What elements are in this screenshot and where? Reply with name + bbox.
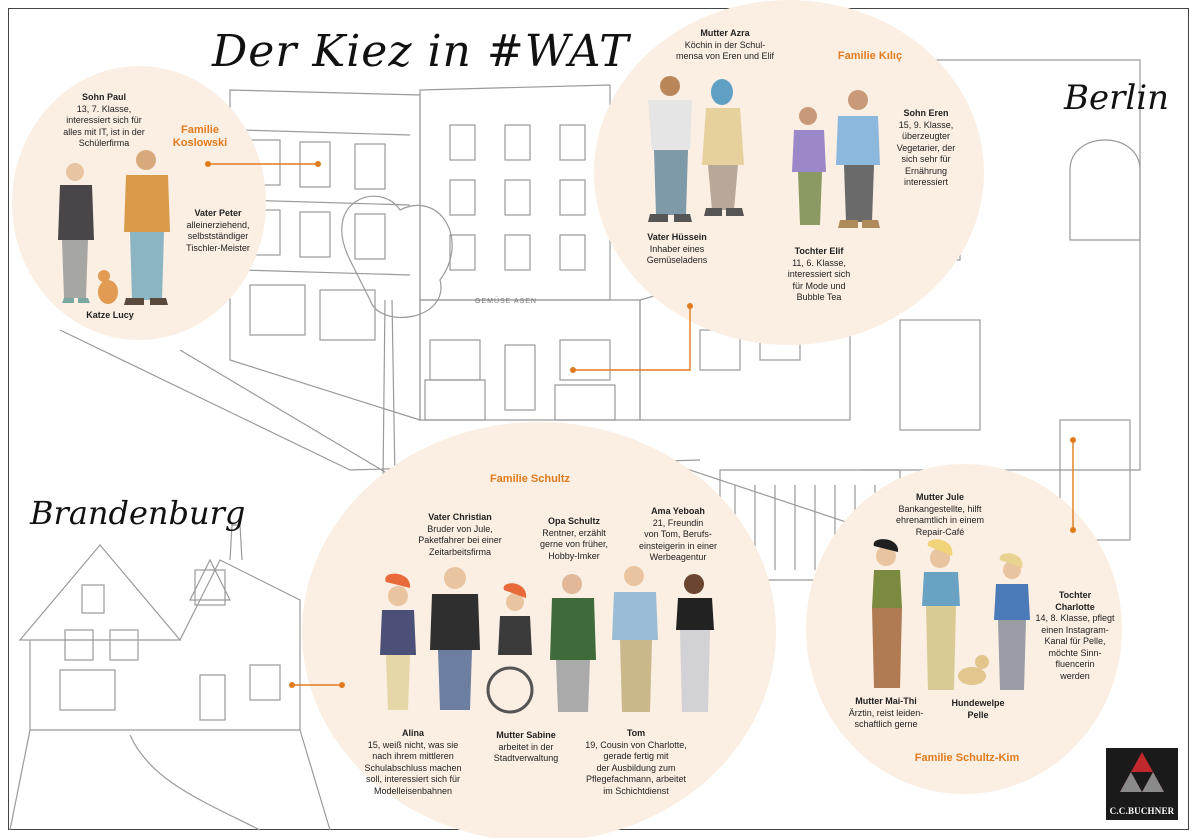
figure-sabine [488,583,532,712]
publisher-logo [1106,748,1178,820]
figure-jule [922,539,960,690]
logo-text: C.C.BUCHNER [1109,806,1175,816]
poster-title: Der Kiez in #WAT [212,26,630,77]
figure-huessein [648,76,692,222]
family-kilic-name: Familie Kılıç [837,50,903,62]
member-peter: Vater Peter alleinerziehend, selbstständiger Tischler-Meister [186,208,250,253]
member-christian: Vater Christian Bruder von Jule, Paketfahrer bei einer Zeitarbeitsfirma [418,512,502,557]
logo-triangles-icon [1106,748,1178,806]
member-lucy: Katze Lucy [86,310,134,320]
shop-sign: GEMÜSE ASEN [475,298,537,305]
figure-cat-lucy [98,270,118,304]
member-huessein: Vater Hüssein Inhaber eines Gemüseladens [646,232,708,265]
member-sabine: Mutter Sabine arbeitet in der Stadtverwaltung [493,730,559,763]
figure-dog-pelle [958,655,989,685]
family-schultz-name: Familie Schultz [489,473,571,485]
figure-ama [676,574,714,712]
figure-elif [792,107,826,225]
member-alina: Alina 15, weiß nicht, was sie nach ihrem mittleren Schulabschluss machen soll, interessiert sich für Modelleisenbahnen [364,728,462,796]
member-elif: Tochter Elif 11, 6. Klasse, interessiert sich für Mode und Bubble Tea [787,246,851,302]
member-azra: Mutter Azra Köchin in der Schul- mensa von Eren und Elif [675,28,775,61]
figure-paul [58,163,94,303]
figure-peter [124,150,170,305]
figure-tom [612,566,658,712]
member-charlotte: Tochter Charlotte 14, 8. Klasse, pflegt einen Instagram- Kanal für Pelle, möchte Sinn- fluencerin werden [1035,590,1115,681]
figure-eren [836,90,880,228]
member-eren: Sohn Eren 15, 9. Klasse, überzeugter Vegetarier, der sich sehr für Ernährung interessiert [896,108,956,187]
member-pelle: Hundewelpe Pelle [951,698,1005,720]
figure-azra [702,79,744,216]
member-tom: Tom 19, Cousin von Charlotte, gerade fertig mit der Ausbildung zum Pflegefachmann, arbeitet im Schichtdienst [585,728,687,796]
figure-alina [380,574,416,710]
figure-opa-schultz [550,574,596,712]
family-koslowski-name: Familie Koslowski [172,124,228,149]
region-berlin: Berlin [1064,78,1170,118]
member-mai-thi: Mutter Mai-Thi Ärztin, reist leiden- schaftlich gerne [848,696,924,729]
member-paul: Sohn Paul 13, 7. Klasse, interessiert sich für alles mit IT, ist in der Schülerfirma [63,92,145,148]
family-schultz-kim-name: Familie Schultz-Kim [914,752,1020,764]
figure-charlotte [994,553,1030,690]
region-brandenburg: Brandenburg [30,494,246,532]
figure-christian [430,567,480,710]
figure-mai-thi [872,539,902,688]
member-jule: Mutter Jule Bankangestellte, hilft ehrenamtlich in einem Repair-Café [895,492,985,537]
member-opa-schultz: Opa Schultz Rentner, erzählt gerne von früher, Hobby-Imker [539,516,609,561]
member-ama: Ama Yeboah 21, Freundin von Tom, Berufs- einsteigerin in einer Werbeagentur [638,506,718,562]
